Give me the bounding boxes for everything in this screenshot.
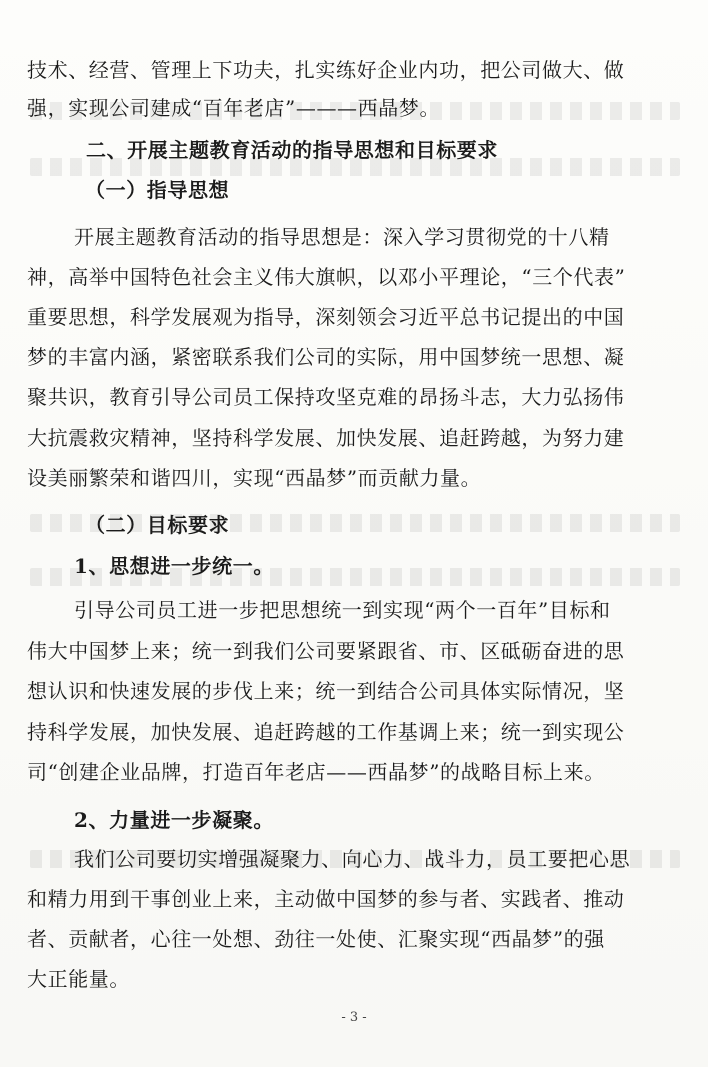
paragraph-line: 设美丽繁荣和谐四川，实现“西晶梦”而贡献力量。 [27, 466, 482, 490]
subsection-heading: （一）指导思想 [85, 178, 230, 202]
paragraph-line: 聚共识，教育引导公司员工保持攻坚克难的昂扬斗志，大力弘扬伟 [27, 385, 625, 409]
paragraph-line: 梦的丰富内涵，紧密联系我们公司的实际，用中国梦统一思想、凝 [27, 345, 625, 369]
paragraph-line: 大正能量。 [27, 967, 130, 991]
paragraph-line: 强，实现公司建成“百年老店”———西晶梦。 [27, 96, 441, 120]
paragraph-line: 司“创建企业品牌，打造百年老店——西晶梦”的战略目标上来。 [27, 760, 605, 784]
paragraph-line: 伟大中国梦上来；统一到我们公司要紧跟省、市、区砥砺奋进的思 [27, 639, 625, 663]
section-heading: 二、开展主题教育活动的指导思想和目标要求 [86, 138, 498, 162]
paragraph-line: 持科学发展，加快发展、追赶跨越的工作基调上来；统一到实现公 [27, 720, 625, 744]
paragraph-line: 重要思想，科学发展观为指导，深刻领会习近平总书记提出的中国 [27, 305, 625, 329]
paragraph-line: 者、贡献者，心往一处想、劲往一处使、汇聚实现“西晶梦”的强 [27, 927, 605, 951]
paragraph-line: 神，高举中国特色社会主义伟大旗帜，以邓小平理论，“三个代表” [27, 265, 626, 289]
paragraph-line: 开展主题教育活动的指导思想是：深入学习贯彻党的十八精 [74, 225, 610, 249]
paragraph-line: 大抗震救灾精神，坚持科学发展、加快发展、追赶跨越，为努力建 [27, 426, 625, 450]
paragraph-line: 想认识和快速发展的步伐上来；统一到结合公司具体实际情况，坚 [27, 679, 625, 703]
subsection-heading: （二）目标要求 [85, 513, 230, 537]
numbered-heading: 2、力量进一步凝聚。 [74, 808, 274, 832]
paragraph-line: 和精力用到干事创业上来，主动做中国梦的参与者、实践者、推动 [27, 887, 625, 911]
paragraph-line: 引导公司员工进一步把思想统一到实现“两个一百年”目标和 [74, 598, 611, 622]
paragraph-line: 我们公司要切实增强凝聚力、向心力、战斗力，员工要把心思 [74, 847, 631, 871]
paragraph-line: 技术、经营、管理上下功夫，扎实练好企业内功，把公司做大、做 [27, 58, 625, 82]
numbered-heading: 1、思想进一步统一。 [74, 554, 274, 578]
page-number: - 3 - [341, 1010, 367, 1025]
